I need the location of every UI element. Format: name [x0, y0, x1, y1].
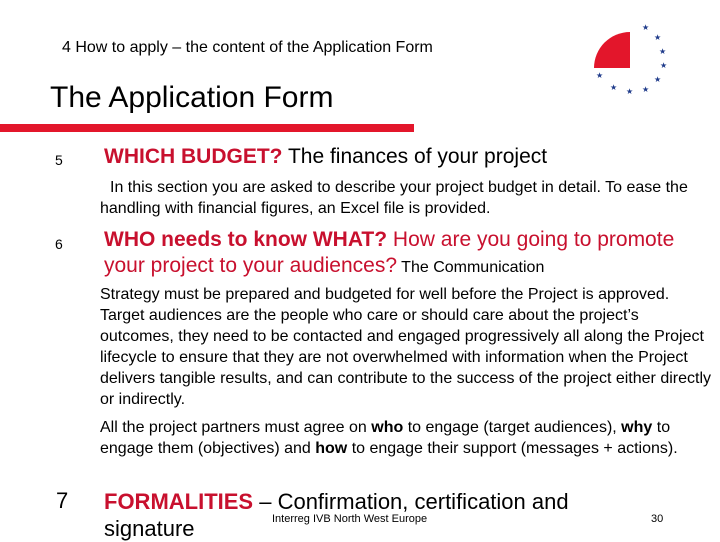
svg-text:★: ★ — [654, 33, 662, 42]
text2-part-c: to engage them (objectives) and — [100, 419, 671, 457]
svg-text:★: ★ — [642, 23, 650, 32]
section-6-heading-tail: The Communication — [397, 259, 545, 276]
section-5-text: In this section you are asked to describe your project budget in detail. To ease the handling with financial figures, an Excel file is provided. — [100, 179, 688, 217]
page-title: The Application Form — [50, 81, 334, 114]
svg-text:★: ★ — [659, 47, 667, 56]
section-5-heading — [104, 144, 547, 170]
text2-part-a: All the project partners must agree on — [100, 419, 372, 436]
section-6-text-2 — [100, 417, 700, 459]
footer-program: Interreg IVB North West Europe — [272, 513, 428, 525]
section-5-number: 5 — [55, 152, 63, 168]
title-underline-bar — [0, 124, 414, 132]
text2-part-d: to engage their support (messages + actions). — [347, 440, 678, 457]
svg-text:★: ★ — [654, 75, 662, 84]
svg-text:★: ★ — [642, 85, 650, 94]
svg-text:★: ★ — [596, 71, 604, 80]
svg-text:★: ★ — [610, 83, 618, 92]
section-5-heading-rest: The finances of your project — [282, 145, 548, 168]
text2-part-b: to engage (target audiences), — [403, 419, 622, 436]
text2-who: who — [371, 419, 404, 436]
svg-text:★: ★ — [660, 61, 668, 70]
section-6-heading-rest: How are you going to promote your project to your audiences? — [104, 228, 675, 277]
section-5-heading-bold: WHICH BUDGET? — [104, 145, 283, 168]
section-6-number: 6 — [55, 236, 63, 252]
svg-text:★: ★ — [626, 87, 634, 96]
section-6-heading — [104, 227, 704, 281]
page-subtitle: 4 How to apply – the content of the Application Form — [62, 39, 433, 56]
text2-why: why — [621, 419, 653, 436]
section-7-heading-bold: FORMALITIES — [104, 489, 254, 514]
text2-how: how — [315, 440, 348, 457]
footer-page-number: 30 — [651, 513, 664, 525]
section-6-text: Strategy must be prepared and budgeted for well before the Project is approved. Target audiences are the people who care or should care about the project’s outcomes, they need to be contacted and engaged progressively all along the Project lifecycle to ensure that they are not overwhelmed with information when the Project delivers tangible results, and can contribute to the success of the project either directly or indirectly. — [100, 286, 711, 408]
section-7-number: 7 — [56, 488, 69, 513]
section-6-heading-bold: WHO needs to know WHAT? — [104, 228, 388, 251]
interreg-logo-icon — [588, 18, 680, 96]
section-7-heading-rest: – Confirmation, certification and signature — [104, 489, 569, 541]
